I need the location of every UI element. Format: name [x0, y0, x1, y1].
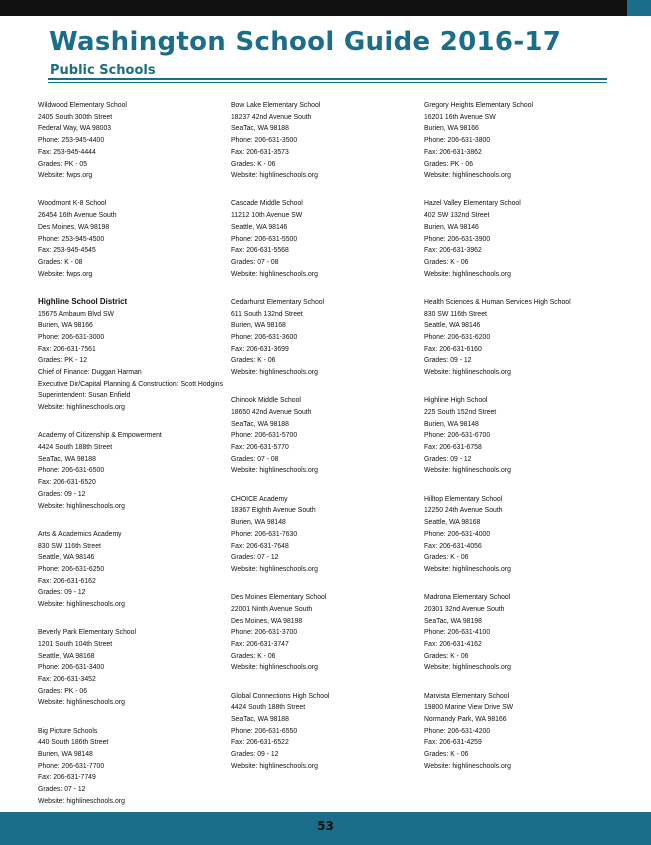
entry-phone: Phone: 206-631-4200	[424, 725, 491, 735]
entry-street: 18367 Eighth Avenue South	[231, 505, 316, 515]
entry-city: SeaTac, WA 98198	[424, 615, 482, 625]
entry-city: Seattle, WA 98146	[424, 320, 481, 330]
district-entry	[38, 296, 228, 413]
entry-website: Website: highlineschools.org	[231, 760, 318, 770]
entry-grades: Grades: K - 06	[231, 650, 276, 660]
entry-website: Website: highlineschools.org	[424, 170, 511, 180]
school-entry	[231, 99, 421, 181]
entry-street: 11212 10th Avenue SW	[231, 210, 303, 220]
school-name: Madrona Elementary School	[424, 592, 511, 602]
entry-fax: Fax: 206-631-3962	[424, 245, 482, 255]
school-entry	[231, 591, 421, 673]
entry-phone: Phone: 206-631-3900	[424, 233, 491, 243]
entry-grades: Grades: 09 - 12	[38, 488, 86, 498]
school-name: Health Sciences & Human Services High School	[424, 296, 571, 306]
school-entry	[424, 690, 614, 772]
entry-city: SeaTac, WA 98188	[231, 713, 289, 723]
school-entry	[38, 725, 228, 807]
entry-phone: Phone: 253-945-4400	[38, 135, 105, 145]
entry-detail: Executive Dir/Capital Planning & Construction: Scott Hodgins	[38, 378, 224, 388]
entry-phone: Phone: 206-631-7630	[231, 528, 298, 538]
entry-website: Website: highlineschools.org	[424, 268, 511, 278]
entry-website: Website: highlineschools.org	[231, 563, 318, 573]
entry-fax: Fax: 206-631-3747	[231, 638, 289, 648]
entry-city: SeaTac, WA 98188	[231, 123, 289, 133]
entry-grades: Grades: K - 08	[38, 256, 83, 266]
entry-grades: Grades: K - 06	[424, 749, 469, 759]
header-rule-thin	[48, 82, 607, 83]
entry-phone: Phone: 206-631-3600	[231, 331, 298, 341]
school-name: Cascade Middle School	[231, 198, 303, 208]
entry-website: Website: highlineschools.org	[231, 465, 318, 475]
entry-street: 1201 South 104th Street	[38, 638, 113, 648]
entry-grades: Grades: 07 - 12	[231, 552, 279, 562]
entry-website: Website: highlineschools.org	[38, 697, 125, 707]
entry-grades: Grades: 09 - 12	[231, 749, 279, 759]
entry-detail: Superintendent: Susan Enfield	[38, 390, 131, 400]
entry-fax: Fax: 206-631-4259	[424, 737, 482, 747]
entry-website: Chief of Finance: Duggan Harman	[38, 367, 142, 377]
school-name: Hilltop Elementary School	[424, 493, 503, 503]
entry-phone: Phone: 206-631-3800	[424, 135, 491, 145]
school-name: Highline High School	[424, 395, 488, 405]
entry-fax: Fax: 206-631-7749	[38, 772, 96, 782]
entry-grades: Grades: K - 06	[424, 256, 469, 266]
entry-grades: Grades: K - 06	[231, 355, 276, 365]
entry-fax: Fax: 206-631-3452	[38, 674, 96, 684]
entry-fax: Fax: 206-631-7648	[231, 540, 289, 550]
entry-grades: Grades: PK - 12	[38, 355, 88, 365]
entry-grades: Grades: K - 06	[231, 158, 276, 168]
section-subtitle: Public Schools	[50, 63, 156, 78]
entry-grades: Grades: 09 - 12	[424, 453, 472, 463]
entry-phone: Phone: 206-631-5700	[231, 430, 298, 440]
school-entry	[38, 429, 228, 511]
entry-city: Burien, WA 98148	[231, 517, 286, 527]
entry-fax: Fax: 206-631-6160	[424, 343, 482, 353]
entry-website: Website: fwps.org	[38, 170, 93, 180]
entry-street: 12250 24th Avenue South	[424, 505, 503, 515]
entry-phone: Phone: 206-631-3400	[38, 662, 105, 672]
entry-phone: Phone: 206-631-5500	[231, 233, 298, 243]
entry-phone: Phone: 206-631-4000	[424, 528, 491, 538]
school-name: Beverly Park Elementary School	[38, 627, 137, 637]
entry-website: Website: highlineschools.org	[231, 268, 318, 278]
entry-street: 830 SW 116th Street	[38, 540, 101, 550]
entry-grades: Grades: 07 - 08	[231, 453, 279, 463]
entry-city: Burien, WA 98148	[38, 749, 93, 759]
entry-phone: Phone: 206-631-3000	[38, 331, 105, 341]
entry-grades: Grades: 07 - 12	[38, 784, 86, 794]
page-title: Washington School Guide 2016-17	[49, 27, 562, 57]
school-name: Hazel Valley Elementary School	[424, 198, 521, 208]
entry-street: 18237 42nd Avenue South	[231, 111, 312, 121]
entry-city: Seattle, WA 98146	[38, 552, 95, 562]
entry-city: Seattle, WA 98146	[231, 221, 288, 231]
entry-street: 611 South 132nd Street	[231, 308, 303, 318]
school-entry	[424, 296, 614, 378]
school-name: Cedarhurst Elementary School	[231, 296, 325, 306]
entry-street: 4424 South 188th Street	[231, 702, 306, 712]
school-name: Big Picture Schools	[38, 725, 98, 735]
entry-website: Website: highlineschools.org	[424, 367, 511, 377]
entry-city: SeaTac, WA 98188	[231, 418, 289, 428]
entry-phone: Phone: 206-631-7700	[38, 760, 105, 770]
school-entry	[424, 197, 614, 279]
school-name: Bow Lake Elementary School	[231, 100, 321, 109]
entry-website: Website: highlineschools.org	[424, 760, 511, 770]
entry-website: Website: highlineschools.org	[231, 662, 318, 672]
entry-website: Website: highlineschools.org	[38, 795, 125, 805]
school-entry	[231, 197, 421, 279]
entry-phone: Phone: 206-631-6500	[38, 465, 105, 475]
school-name: Arts & Academics Academy	[38, 528, 122, 538]
header-rule-thick	[48, 78, 607, 80]
entry-street: 15675 Ambaum Blvd SW	[38, 308, 114, 318]
school-name: Gregory Heights Elementary School	[424, 100, 534, 109]
school-name: Academy of Citizenship & Empowerment	[38, 430, 162, 440]
entry-website: Website: highlineschools.org	[231, 170, 318, 180]
entry-city: Seattle, WA 98168	[38, 650, 95, 660]
entry-street: 26454 16th Avenue South	[38, 210, 117, 220]
entry-street: 19800 Marine View Drive SW	[424, 702, 514, 712]
school-name: Des Moines Elementary School	[231, 592, 327, 602]
entry-website: Website: highlineschools.org	[424, 465, 511, 475]
entry-city: Burien, WA 98166	[38, 320, 93, 330]
entry-phone: Phone: 206-631-6700	[424, 430, 491, 440]
school-entry	[231, 690, 421, 772]
entry-grades: Grades: PK - 06	[424, 158, 474, 168]
school-name: Marvista Elementary School	[424, 690, 510, 700]
entry-fax: Fax: 206-631-3573	[231, 146, 289, 156]
entry-street: 225 South 152nd Street	[424, 406, 497, 416]
entry-fax: Fax: 206-631-3862	[424, 146, 482, 156]
entry-street: 830 SW 116th Street	[424, 308, 487, 318]
school-entry	[424, 493, 614, 575]
school-entry	[424, 591, 614, 673]
entry-fax: Fax: 206-631-6520	[38, 477, 96, 487]
entry-city: Des Moines, WA 98198	[231, 615, 303, 625]
entry-city: SeaTac, WA 98188	[38, 453, 96, 463]
page-number: 53	[317, 819, 334, 833]
entry-fax: Fax: 206-631-7561	[38, 343, 96, 353]
entry-grades: Grades: 09 - 12	[424, 355, 472, 365]
school-name: CHOICE Academy	[231, 493, 288, 503]
entry-grades: Grades: K - 06	[424, 552, 469, 562]
entry-street: 20301 32nd Avenue South	[424, 603, 505, 613]
school-name: Global Connections High School	[231, 690, 330, 700]
entry-website: Website: fwps.org	[38, 268, 93, 278]
school-entry	[38, 626, 228, 708]
entry-city: Burien, WA 98148	[424, 418, 479, 428]
entry-fax: Fax: 206-631-3699	[231, 343, 289, 353]
entry-fax: Fax: 206-631-6162	[38, 575, 96, 585]
school-entry	[38, 197, 228, 279]
entry-fax: Fax: 253-945-4545	[38, 245, 96, 255]
school-entry	[231, 394, 421, 476]
entry-street: 16201 16th Avenue SW	[424, 111, 496, 121]
directory-column-2	[231, 99, 421, 788]
entry-fax: Fax: 206-631-6522	[231, 737, 289, 747]
directory-column-3	[424, 99, 614, 788]
entry-website: Website: highlineschools.org	[38, 500, 125, 510]
top-band-accent	[627, 0, 651, 16]
entry-phone: Phone: 206-631-6200	[424, 331, 491, 341]
entry-website: Website: highlineschools.org	[424, 662, 511, 672]
entry-website: Website: highlineschools.org	[38, 402, 125, 412]
district-name: Highline School District	[38, 295, 128, 306]
school-entry	[231, 296, 421, 378]
school-entry	[231, 493, 421, 575]
entry-street: 18650 42nd Avenue South	[231, 406, 312, 416]
entry-grades: Grades: PK - 06	[38, 685, 88, 695]
entry-fax: Fax: 206-631-5770	[231, 442, 289, 452]
entry-fax: Fax: 206-631-4162	[424, 638, 482, 648]
entry-city: Seattle, WA 98168	[424, 517, 481, 527]
entry-grades: Grades: 09 - 12	[38, 587, 86, 597]
entry-street: 4424 South 188th Street	[38, 442, 113, 452]
entry-city: Burien, WA 98166	[424, 123, 479, 133]
entry-fax: Fax: 206-631-5568	[231, 245, 289, 255]
directory-column-1	[38, 99, 228, 823]
entry-fax: Fax: 253-945-4444	[38, 146, 96, 156]
entry-website: Website: highlineschools.org	[38, 599, 125, 609]
school-name: Woodmont K-8 School	[38, 198, 107, 208]
school-entry	[424, 394, 614, 476]
school-entry	[424, 99, 614, 181]
entry-street: 440 South 186th Street	[38, 737, 109, 747]
entry-grades: Grades: PK - 05	[38, 158, 88, 168]
entry-fax: Fax: 206-631-4056	[424, 540, 482, 550]
entry-city: Federal Way, WA 98003	[38, 123, 112, 133]
entry-website: Website: highlineschools.org	[231, 367, 318, 377]
entry-phone: Phone: 206-631-6550	[231, 725, 298, 735]
entry-city: Burien, WA 98168	[231, 320, 286, 330]
entry-phone: Phone: 253-945-4500	[38, 233, 105, 243]
entry-grades: Grades: 07 - 08	[231, 256, 279, 266]
top-band	[0, 0, 651, 16]
entry-phone: Phone: 206-631-4100	[424, 627, 491, 637]
school-name: Chinook Middle School	[231, 395, 301, 405]
entry-street: 22001 Ninth Avenue South	[231, 603, 313, 613]
entry-phone: Phone: 206-631-3500	[231, 135, 298, 145]
entry-city: Burien, WA 98146	[424, 221, 479, 231]
school-entry	[38, 528, 228, 610]
entry-street: 402 SW 132nd Street	[424, 210, 490, 220]
entry-fax: Fax: 206-631-6758	[424, 442, 482, 452]
entry-city: Des Moines, WA 98198	[38, 221, 110, 231]
entry-city: Normandy Park, WA 98166	[424, 713, 507, 723]
entry-grades: Grades: K - 06	[424, 650, 469, 660]
school-entry	[38, 99, 228, 181]
entry-website: Website: highlineschools.org	[424, 563, 511, 573]
school-name: Wildwood Elementary School	[38, 100, 127, 109]
entry-street: 2405 South 300th Street	[38, 111, 113, 121]
entry-phone: Phone: 206-631-6250	[38, 563, 105, 573]
entry-phone: Phone: 206-631-3700	[231, 627, 298, 637]
